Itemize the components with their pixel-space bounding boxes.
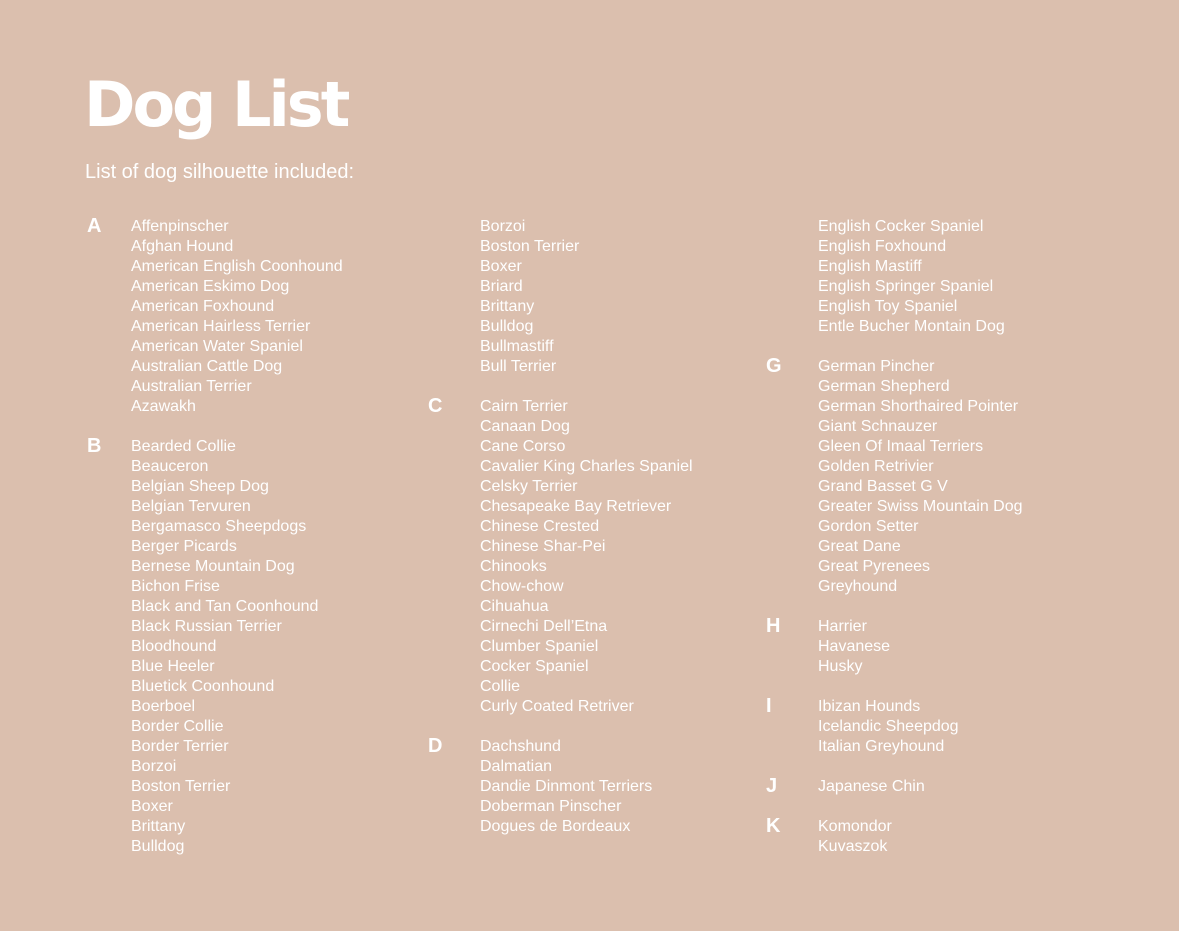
- breed-item: American English Coonhound: [131, 258, 343, 275]
- breed-item: Chinese Crested: [480, 518, 600, 535]
- breed-item: Celsky Terrier: [480, 478, 578, 495]
- breed-item: Bernese Mountain Dog: [131, 558, 295, 575]
- breed-list: [480, 397, 693, 717]
- breed-item: Bulldog: [480, 318, 534, 335]
- letter-group: [87, 217, 343, 417]
- breed-column-3: [766, 217, 1023, 877]
- group-letter: K: [766, 815, 781, 837]
- group-letter: H: [766, 615, 781, 637]
- breed-item: English Springer Spaniel: [818, 278, 994, 295]
- breed-item: Beauceron: [131, 458, 209, 475]
- breed-list: [818, 777, 1023, 797]
- group-letter: G: [766, 355, 782, 377]
- breed-item: Bichon Frise: [131, 578, 220, 595]
- breed-item: Greyhound: [818, 578, 898, 595]
- breed-list: [131, 437, 343, 857]
- breed-item: Azawakh: [131, 398, 196, 415]
- breed-item: Berger Picards: [131, 538, 237, 555]
- breed-item: German Shepherd: [818, 378, 950, 395]
- letter-group: [766, 217, 1023, 337]
- page-subtitle: List of dog silhouette included:: [85, 161, 355, 183]
- breed-item: Dalmatian: [480, 758, 553, 775]
- breed-item: Cocker Spaniel: [480, 658, 589, 675]
- breed-item: Curly Coated Retriver: [480, 698, 634, 715]
- breed-item: Komondor: [818, 818, 892, 835]
- breed-item: Dandie Dinmont Terriers: [480, 778, 653, 795]
- group-letter: D: [428, 735, 443, 757]
- breed-item: Afghan Hound: [131, 238, 234, 255]
- breed-item: Icelandic Sheepdog: [818, 718, 959, 735]
- breed-item: Borzoi: [131, 758, 177, 775]
- breed-item: Bergamasco Sheepdogs: [131, 518, 307, 535]
- breed-item: Havanese: [818, 638, 891, 655]
- breed-column-2: [428, 217, 693, 857]
- breed-item: Dachshund: [480, 738, 561, 755]
- breed-item: Brittany: [131, 818, 186, 835]
- breed-item: Chinese Shar-Pei: [480, 538, 606, 555]
- breed-list: [480, 217, 693, 377]
- breed-item: Ibizan Hounds: [818, 698, 921, 715]
- letter-group: [766, 697, 1023, 757]
- breed-item: Golden Retrivier: [818, 458, 934, 475]
- breed-item: German Pincher: [818, 358, 935, 375]
- breed-list: [818, 817, 1023, 857]
- breed-item: American Water Spaniel: [131, 338, 303, 355]
- breed-item: Boston Terrier: [131, 778, 231, 795]
- breed-item: Brittany: [480, 298, 535, 315]
- breed-item: Australian Cattle Dog: [131, 358, 283, 375]
- breed-item: Border Collie: [131, 718, 224, 735]
- breed-item: Harrier: [818, 618, 867, 635]
- breed-item: Doberman Pinscher: [480, 798, 622, 815]
- breed-item: Boxer: [480, 258, 522, 275]
- breed-item: Black Russian Terrier: [131, 618, 282, 635]
- breed-item: Australian Terrier: [131, 378, 252, 395]
- breed-item: Chesapeake Bay Retriever: [480, 498, 672, 515]
- breed-item: Great Dane: [818, 538, 901, 555]
- breed-list: [818, 217, 1023, 337]
- breed-item: Canaan Dog: [480, 418, 570, 435]
- breed-item: Grand Basset G V: [818, 478, 948, 495]
- breed-list: [818, 357, 1023, 597]
- breed-item: English Cocker Spaniel: [818, 218, 984, 235]
- breed-item: Chinooks: [480, 558, 547, 575]
- letter-group: [766, 357, 1023, 597]
- breed-item: Entle Bucher Montain Dog: [818, 318, 1005, 335]
- letter-group: [766, 777, 1023, 797]
- letter-group: [766, 617, 1023, 677]
- breed-item: Blue Heeler: [131, 658, 215, 675]
- group-letter: I: [766, 695, 772, 717]
- breed-item: Husky: [818, 658, 863, 675]
- breed-item: Affenpinscher: [131, 218, 229, 235]
- breed-item: Japanese Chin: [818, 778, 925, 795]
- breed-list: [480, 737, 693, 837]
- breed-item: Bullmastiff: [480, 338, 554, 355]
- letter-group: [87, 437, 343, 857]
- breed-item: Italian Greyhound: [818, 738, 945, 755]
- group-letter: B: [87, 435, 102, 457]
- breed-list: [818, 617, 1023, 677]
- breed-item: Collie: [480, 678, 521, 695]
- breed-item: Dogues de Bordeaux: [480, 818, 631, 835]
- breed-item: Briard: [480, 278, 523, 295]
- breed-list: [818, 697, 1023, 757]
- breed-item: Clumber Spaniel: [480, 638, 599, 655]
- breed-item: Boxer: [131, 798, 173, 815]
- letter-group: [428, 737, 693, 837]
- breed-item: Giant Schnauzer: [818, 418, 938, 435]
- group-letter: J: [766, 775, 778, 797]
- breed-item: Bulldog: [131, 838, 185, 855]
- breed-item: Kuvaszok: [818, 838, 888, 855]
- breed-item: Belgian Tervuren: [131, 498, 251, 515]
- breed-item: Gordon Setter: [818, 518, 919, 535]
- letter-group: [428, 397, 693, 717]
- breed-item: Bluetick Coonhound: [131, 678, 275, 695]
- breed-item: Border Terrier: [131, 738, 229, 755]
- breed-item: German Shorthaired Pointer: [818, 398, 1019, 415]
- breed-item: Black and Tan Coonhound: [131, 598, 319, 615]
- breed-list: [131, 217, 343, 417]
- breed-item: Boerboel: [131, 698, 196, 715]
- breed-item: Gleen Of Imaal Terriers: [818, 438, 984, 455]
- breed-item: Cirnechi Dell’Etna: [480, 618, 608, 635]
- breed-item: Bull Terrier: [480, 358, 557, 375]
- breed-item: Cairn Terrier: [480, 398, 568, 415]
- breed-item: American Foxhound: [131, 298, 275, 315]
- letter-group: [766, 817, 1023, 857]
- breed-item: Belgian Sheep Dog: [131, 478, 269, 495]
- breed-item: American Eskimo Dog: [131, 278, 290, 295]
- breed-item: Great Pyrenees: [818, 558, 931, 575]
- letter-group: [428, 217, 693, 377]
- breed-column-1: [87, 217, 343, 877]
- page-title: Dog List: [84, 68, 348, 141]
- breed-item: Greater Swiss Mountain Dog: [818, 498, 1023, 515]
- breed-item: Boston Terrier: [480, 238, 580, 255]
- breed-item: Chow-chow: [480, 578, 564, 595]
- breed-item: Bloodhound: [131, 638, 217, 655]
- breed-item: Cihuahua: [480, 598, 549, 615]
- breed-item: Borzoi: [480, 218, 526, 235]
- breed-item: English Toy Spaniel: [818, 298, 958, 315]
- breed-item: American Hairless Terrier: [131, 318, 311, 335]
- group-letter: A: [87, 215, 102, 237]
- breed-item: Cavalier King Charles Spaniel: [480, 458, 693, 475]
- group-letter: C: [428, 395, 443, 417]
- breed-item: Bearded Collie: [131, 438, 236, 455]
- breed-item: Cane Corso: [480, 438, 566, 455]
- breed-item: English Foxhound: [818, 238, 947, 255]
- breed-item: English Mastiff: [818, 258, 922, 275]
